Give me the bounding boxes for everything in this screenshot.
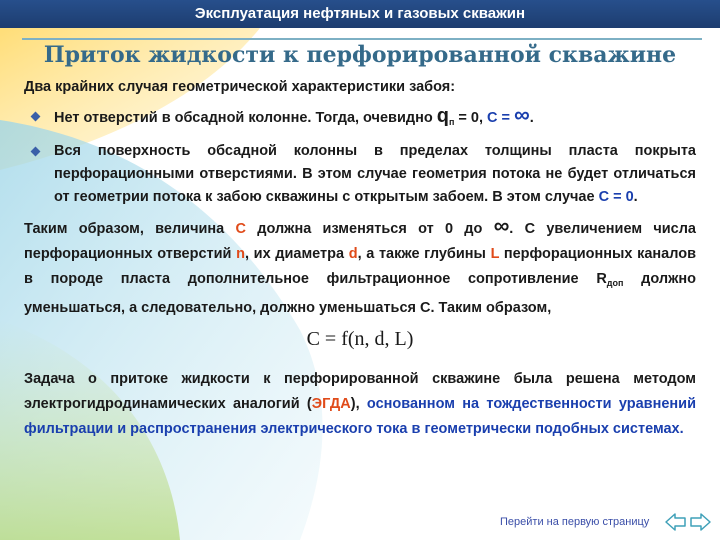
para1-part: должна изменяться от 0 до: [245, 221, 494, 237]
q-subscript: п: [448, 117, 455, 127]
n-variable: n: [236, 246, 245, 262]
intro-text: Два крайних случая геометрической характеристики забоя:: [24, 79, 456, 95]
bullet-list: [54, 102, 696, 209]
c-equals-zero: C = 0: [598, 189, 634, 205]
para1-part: перфорационных каналов в породе пласта дополнительное фильтрационное сопротивление R: [24, 246, 696, 287]
c-variable: C: [235, 221, 246, 237]
bullet-item-full-perforation: [54, 140, 696, 209]
slide-content: [24, 76, 696, 442]
bullet1-text: Нет отверстий в обсадной колонне. Тогда, очевидно: [54, 110, 437, 126]
para1-part: должно уменьшаться, а следовательно, должно уменьшаться C. Таким образом,: [24, 271, 696, 316]
diamond-bullet-icon: [31, 112, 41, 122]
d-variable: d: [348, 246, 358, 262]
header-bar: [0, 0, 720, 28]
bullet2-end: .: [633, 189, 638, 205]
para2-part: Задача о притоке жидкости к перфорированной скважине была решена методом электрогидродинамических аналогий (: [24, 371, 696, 412]
r-subscript: доп: [606, 278, 624, 288]
para2-part: ),: [350, 396, 367, 412]
header-title: Эксплуатация нефтяных и газовых скважин: [194, 5, 526, 22]
infinity-symbol: ∞: [493, 213, 510, 238]
infinity-symbol: ∞: [514, 102, 530, 127]
l-variable: L: [490, 246, 500, 262]
para1-part: . С увеличением числа перфорационных отверстий: [24, 221, 696, 262]
prev-arrow-icon[interactable]: [666, 514, 685, 530]
egda-abbreviation: ЭГДА: [311, 396, 351, 412]
para2-highlight: основанном на тождественности уравнений фильтрации и распространения электрического тока в геометрически подобных системах.: [24, 396, 697, 437]
paragraph-egda: [24, 367, 696, 442]
next-arrow-icon[interactable]: [691, 514, 710, 530]
slide-title: Приток жидкости к перфорированной скважине: [43, 42, 677, 68]
q-symbol: q: [436, 105, 449, 127]
para1-part: , их диаметра: [244, 246, 349, 262]
bullet1-eq: = 0,: [454, 110, 488, 126]
bullet1-end: .: [529, 110, 534, 126]
bullet2-text: Вся поверхность обсадной колонны в пределах толщины пласта покрыта перфорационными отверстиями. В этом случае геометрия потока не будет отличаться от геометрии потока к забою скважины с открытым забоем. В этом случае: [54, 143, 696, 205]
diamond-bullet-icon: [31, 147, 41, 157]
para1-part: , а также глубины: [357, 246, 491, 262]
c-equals: C =: [487, 110, 515, 126]
navigation-arrows: [664, 510, 712, 534]
para1-part: Таким образом, величина: [24, 221, 236, 237]
paragraph-c-variation: [24, 213, 696, 321]
formula: C = f(n, d, L): [306, 328, 414, 350]
bullet-item-no-holes: [54, 102, 696, 134]
go-to-first-page-link[interactable]: Перейти на первую страницу: [500, 516, 650, 528]
